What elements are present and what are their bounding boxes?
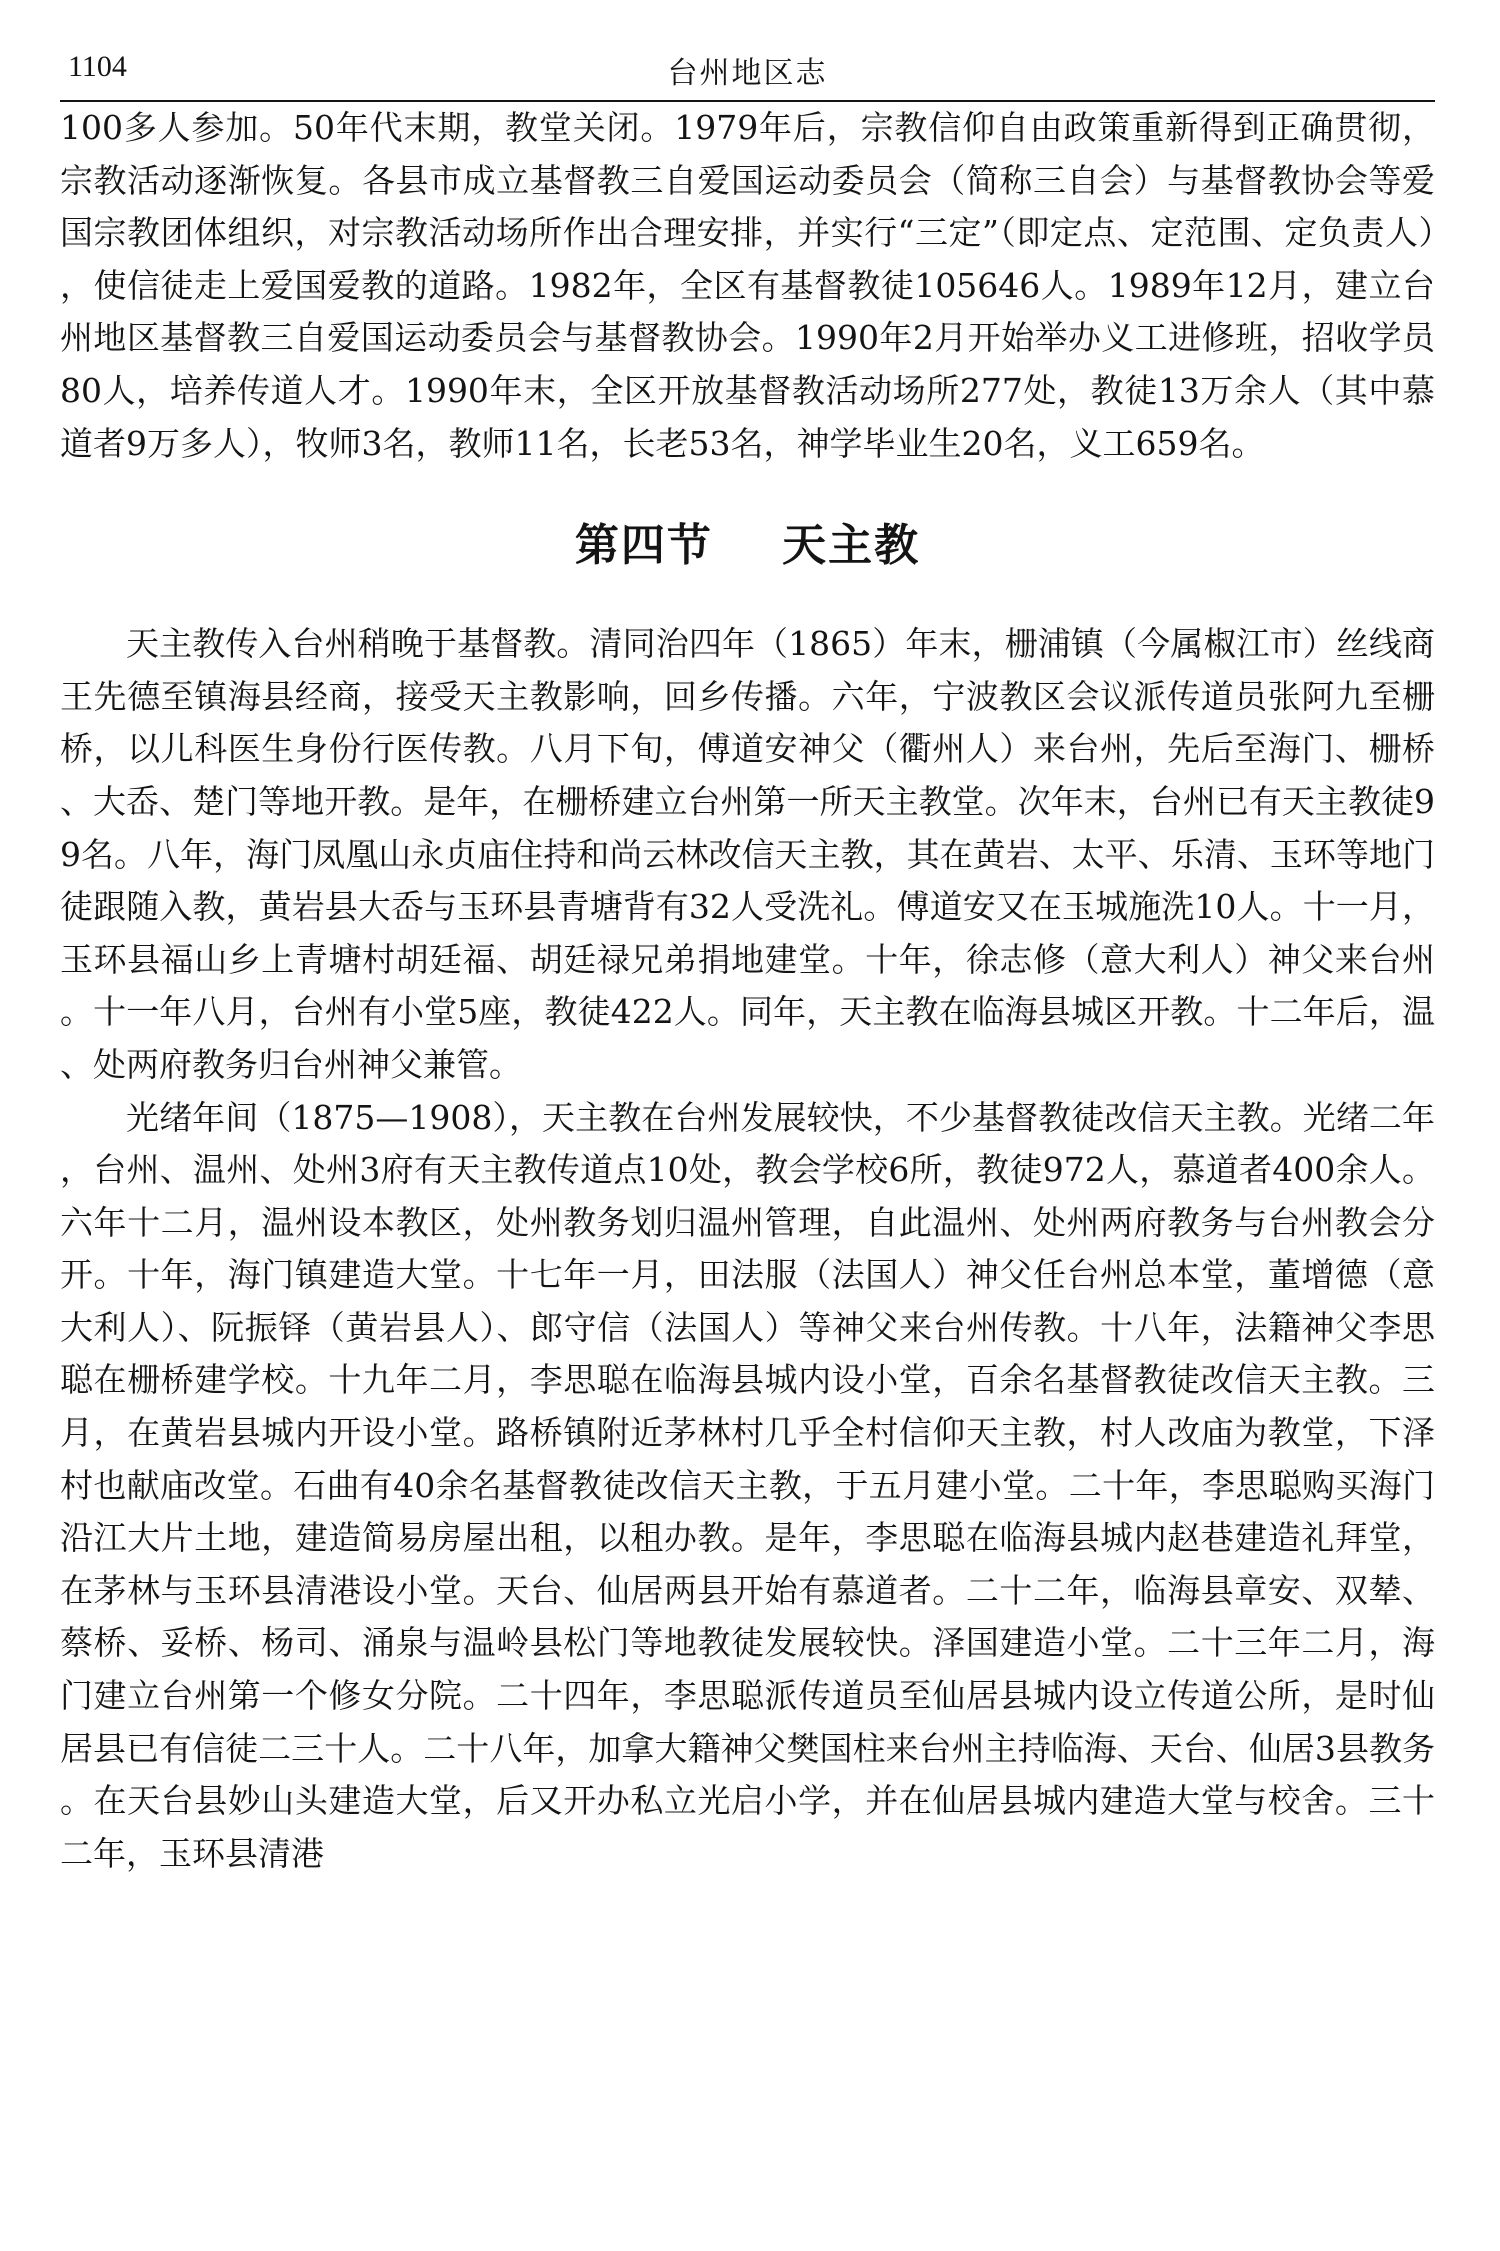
running-title: 台州地区志: [667, 56, 828, 91]
page-header: [60, 38, 1435, 102]
document-body: [60, 102, 1435, 1880]
section-title: 天主教: [782, 520, 921, 572]
intro-paragraph: 100多人参加。50年代末期，教堂关闭。1979年后，宗教信仰自由政策重新得到正确贯彻，宗教活动逐渐恢复。各县市成立基督教三自爱国运动委员会（简称三自会）与基督教协会等爱国宗教团体组织，对宗教活动场所作出合理安排，并实行“三定”（即定点、定范围、定负责人），使信徒走上爱国爱教的道路。1982年，全区有基督教徒105646人。1989年12月，建立台州地区基督教三自爱国运动委员会与基督教协会。1990年2月开始举办义工进修班，招收学员80人，培养传道人才。1990年末，全区开放基督教活动场所277处，教徒13万余人（其中慕道者9万多人），牧师3名，教师11名，长老53名，神学毕业生20名，义工659名。: [60, 108, 1435, 463]
section-number: 第四节: [574, 520, 713, 572]
body-paragraph-2: 光绪年间（1875—1908），天主教在台州发展较快，不少基督教徒改信天主教。光绪二年，台州、温州、处州3府有天主教传道点10处，教会学校6所，教徒972人，慕道者400余人。六年十二月，温州设本教区，处州教务划归温州管理，自此温州、处州两府教务与台州教会分开。十年，海门镇建造大堂。十七年一月，田法服（法国人）神父任台州总本堂，董增德（意大利人）、阮振铎（黄岩县人）、郎守信（法国人）等神父来台州传教。十八年，法籍神父李思聪在栅桥建学校。十九年二月，李思聪在临海县城内设小堂，百余名基督教徒改信天主教。三月，在黄岩县城内开设小堂。路桥镇附近茅林村几乎全村信仰天主教，村人改庙为教堂，下泽村也献庙改堂。石曲有40余名基督教徒改信天主教，于五月建小堂。二十年，李思聪购买海门沿江大片土地，建造简易房屋出租，以租办教。是年，李思聪在临海县城内赵巷建造礼拜堂，在茅林与玉环县清港设小堂。天台、仙居两县开始有慕道者。二十二年，临海县章安、双辇、蔡桥、妥桥、杨司、涌泉与温岭县松门等地教徒发展较快。泽国建造小堂。二十三年二月，海门建立台州第一个修女分院。二十四年，李思聪派传道员至仙居县城内设立传道公所，是时仙居县已有信徒二三十人。二十八年，加拿大籍神父樊国柱来台州主持临海、天台、仙居3县教务。在天台县妙山头建造大堂，后又开办私立光启小学，并在仙居县城内建造大堂与校舍。三十二年，玉环县清港: [60, 1097, 1435, 1873]
body-paragraph-1: 天主教传入台州稍晚于基督教。清同治四年（1865）年末，栅浦镇（今属椒江市）丝线商王先德至镇海县经商，接受天主教影响，回乡传播。六年，宁波教区会议派传道员张阿九至栅桥，以儿科医生身份行医传教。八月下旬，傅道安神父（衢州人）来台州，先后至海门、栅桥、大岙、楚门等地开教。是年，在栅桥建立台州第一所天主教堂。次年末，台州已有天主教徒99名。八年，海门凤凰山永贞庙住持和尚云林改信天主教，其在黄岩、太平、乐清、玉环等地门徒跟随入教，黄岩县大岙与玉环县青塘背有32人受洗礼。傅道安又在玉城施洗10人。十一月，玉环县福山乡上青塘村胡廷福、胡廷禄兄弟捐地建堂。十年，徐志修（意大利人）神父来台州。十一年八月，台州有小堂5座，教徒422人。同年，天主教在临海县城区开教。十二年后，温、处两府教务归台州神父兼管。: [60, 624, 1435, 1084]
document-page: [60, 38, 1435, 1880]
section-heading: [60, 516, 1435, 576]
page-number: 1104: [68, 50, 127, 83]
